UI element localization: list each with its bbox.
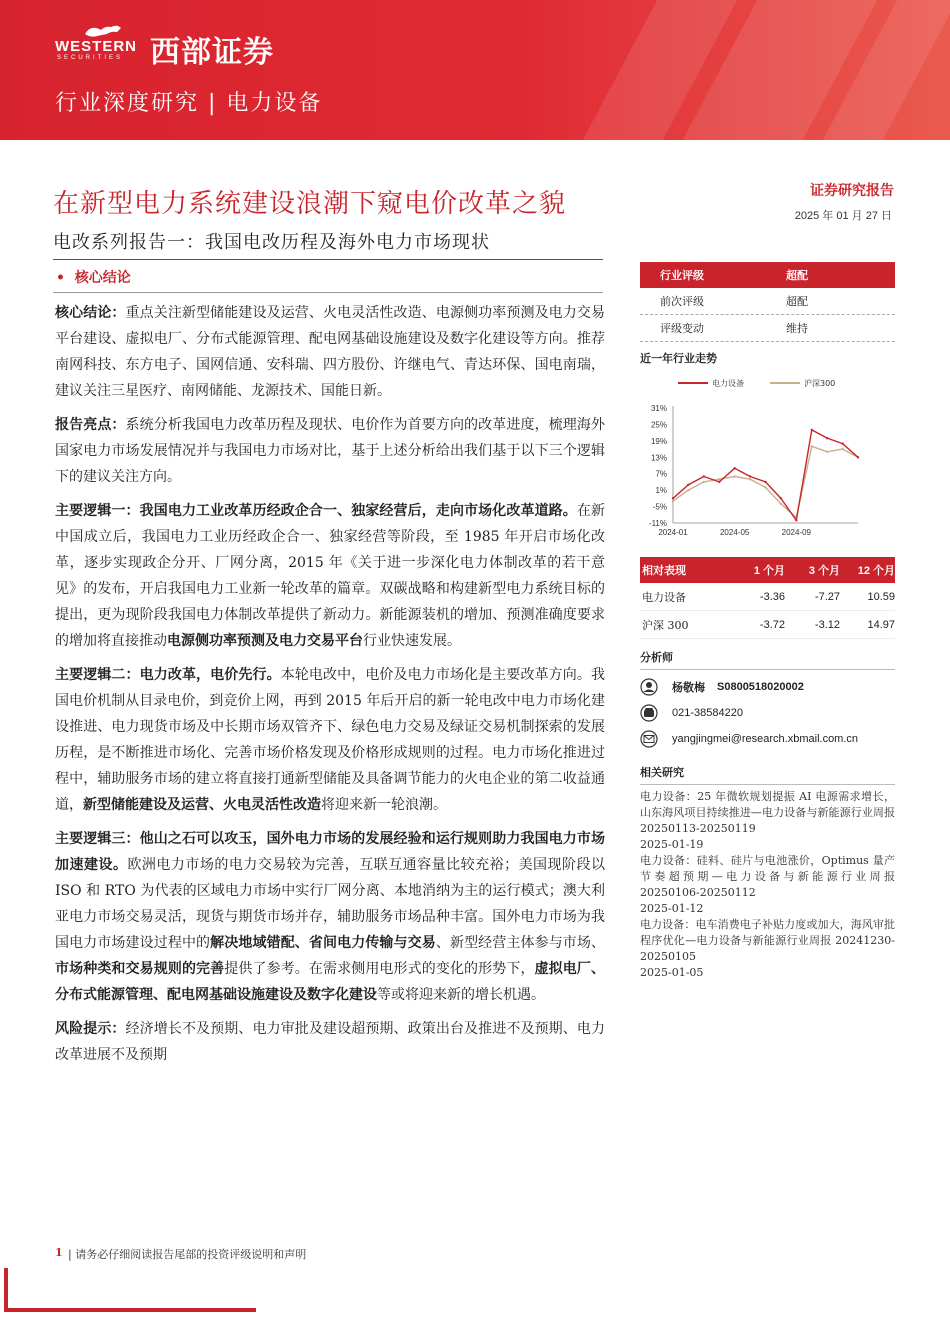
industry-trend-chart <box>640 370 895 545</box>
text-run: 重点关注新型储能建设及运营、火电灵活性改造、电源侧功率预测及电力交易平台建设、虚拟电厂、分布式能源管理、配电网基础设施建设及数字化建设等方向。推荐南网科技、东方电子、国网信通、安科瑞、四方股份、许继电气、青达环保、国电南瑞，建议关注三星医疗、南网储能、龙源技术、国能日新。 <box>55 305 606 399</box>
legend-label: 电力设备 <box>712 379 744 388</box>
text-run: 经济增长不及预期、电力审批及建设超预期、政策出台及推进不及预期、电力改革进展不及预期 <box>55 1021 606 1063</box>
rating-row <box>640 288 895 315</box>
bold-text: 主要逻辑一：我国电力工业改革历经政企合一、独家经营后，走向市场化改革道路。 <box>55 503 577 519</box>
related-item-text: 电力设备：电车消费电子补贴力度或加大，海风审批程序优化—电力设备与新能源行业周报 20241230-20250105 <box>640 918 895 963</box>
text-run: 在新中国成立后，我国电力工业历经政企合一、独家经营等阶段，至 1985 年开启市场化改革，逐步实现政企分开、厂网分离，2015 年《关于进一步深化电力体制改革的若干意见》的发布，开启我国电力工业新一轮改革的篇章。双碳战略和构建新型电力系统目标的提出，更为现阶段我国电力体制改革提供了新动力。新能源装机的增加、预测准确度要求的增加将直接推动 <box>55 503 606 649</box>
rating-header-value: 超配 <box>786 269 808 282</box>
logo-english: WESTERN <box>55 38 137 55</box>
x-tick-label: 2024-01 <box>658 528 688 537</box>
y-tick-label: -5% <box>652 502 667 512</box>
perf-3m: -7.27 <box>814 590 840 603</box>
y-tick-label: 25% <box>650 420 667 430</box>
bold-text: 市场种类和交易规则的完善 <box>55 961 225 977</box>
bullet-icon: • <box>56 270 65 286</box>
data-point <box>672 500 674 502</box>
bold-text: 报告亮点： <box>55 417 126 433</box>
y-tick-label: 19% <box>650 436 667 446</box>
x-tick-label: 2024-05 <box>719 528 750 537</box>
person-icon <box>640 678 662 696</box>
perf-header-12m: 12 个月 <box>857 565 895 577</box>
bold-text: 主要逻辑二：电力改革，电价先行。 <box>55 667 281 683</box>
data-point <box>687 489 689 491</box>
perf-1m: -3.36 <box>759 590 785 603</box>
bold-text: 虚拟电厂、分布式能源管理、配电网基础设施建设及数字化建设 <box>55 961 606 1003</box>
report-title: 在新型电力系统建设浪潮下窥电价改革之貌 <box>53 189 567 219</box>
y-tick-label: -11% <box>648 519 667 528</box>
data-point <box>672 497 674 499</box>
data-point <box>733 475 735 477</box>
performance-header <box>640 557 895 583</box>
section-heading <box>56 267 131 287</box>
bold-text: 新型储能建设及运营、火电灵活性改造 <box>83 797 321 813</box>
page-number: 1 <box>55 1246 63 1259</box>
footer-disclaimer: | 请务必仔细阅读报告尾部的投资评级说明和声明 <box>68 1248 307 1261</box>
analyst-cert: S0800518020002 <box>717 681 804 693</box>
section-heading-text: 核心结论 <box>74 270 131 286</box>
header-banner <box>0 0 950 140</box>
data-point <box>749 478 751 480</box>
data-point <box>780 503 782 505</box>
analyst-title: 分析师 <box>640 649 895 670</box>
title-divider <box>53 259 603 260</box>
body-paragraph <box>55 826 605 1008</box>
body-paragraph <box>55 1016 605 1068</box>
related-title: 相关研究 <box>640 764 895 785</box>
data-point <box>703 481 705 483</box>
bold-text: 风险提示： <box>55 1021 126 1037</box>
data-point <box>687 483 689 485</box>
x-tick-label: 2024-09 <box>781 528 812 537</box>
report-label: 证券研究报告 <box>810 183 894 199</box>
related-item-text: 电力设备：硅料、硅片与电池涨价，Optimus 量产节奏超预期—电力设备与新能源行业周报 20250106-20250112 <box>640 854 895 899</box>
related-item-date: 2025-01-12 <box>640 902 704 915</box>
rating-header-label: 行业评级 <box>660 269 704 282</box>
bold-text: 电源侧功率预测及电力交易平台 <box>167 633 363 649</box>
text-run: 本轮电改中，电价及电力市场化是主要改革方向。我国电价机制从目录电价，到竞价上网，再到 2015 年后开启的新一轮电改中电力市场化建设推进、电力现货市场及中长期市场双管齐下、绿色电力交易及绿证交易机制探索的发展历程，是不断推进市场化、完善市场价格发现及价格形成规则的过程。电力市场化推进过程中，辅助服务市场的建立将直接打通新型储能及具备调节能力的火电企业的第二收益通道， <box>55 667 606 813</box>
data-point <box>780 497 782 499</box>
rating-row <box>640 315 895 342</box>
related-item[interactable] <box>640 917 895 981</box>
text-run: 欧洲电力市场的电力交易较为完善，互联互通容量比较充裕；美国现阶段以 ISO 和 RTO 为代表的区域电力市场中实行厂网分离、本地消纳为主的运行模式；澳大利亚电力市场交易灵活，现货与期货市场并存，辅助服务市场品种丰富。国外电力市场为我国电力市场建设过程中的 <box>55 857 606 951</box>
data-point <box>703 475 705 477</box>
logo-chinese: 西部证券 <box>150 35 274 70</box>
body-paragraph <box>55 498 605 654</box>
analyst-name: 杨敬梅 <box>672 681 705 694</box>
rating-row-value: 维持 <box>786 322 808 335</box>
analyst-email-row <box>640 726 895 752</box>
perf-header-1m: 1 个月 <box>753 565 785 577</box>
y-tick-label: 31% <box>650 404 667 413</box>
related-item[interactable] <box>640 789 895 853</box>
body-text <box>55 300 605 1076</box>
perf-12m: 10.59 <box>867 590 895 603</box>
email-icon <box>640 730 662 748</box>
body-paragraph <box>55 662 605 818</box>
performance-row <box>640 583 895 611</box>
text-run: 等或将迎来新的增长机遇。 <box>377 987 545 1003</box>
perf-3m: -3.12 <box>814 618 840 631</box>
data-point <box>764 481 766 483</box>
text-run: 提供了参考。在需求侧用电形式的变化的形势下， <box>224 961 535 977</box>
perf-name: 沪深 300 <box>642 618 689 632</box>
phone-icon <box>640 704 662 722</box>
data-point <box>826 451 828 453</box>
rating-row-label: 评级变动 <box>660 322 704 335</box>
data-point <box>764 486 766 488</box>
data-point <box>811 429 813 431</box>
analyst-name-row <box>640 674 895 700</box>
related-item-text: 电力设备：25 年微软规划提振 AI 电源需求增长，山东海风项目持续推进—电力设备与新能源行业周报 20250113-20250119 <box>640 790 895 835</box>
footer-accent-line <box>4 1308 256 1312</box>
related-item-date: 2025-01-19 <box>640 838 704 851</box>
perf-header-3m: 3 个月 <box>808 565 840 577</box>
trend-title: 近一年行业走势 <box>640 352 717 365</box>
data-point <box>841 442 843 444</box>
report-subtitle: 电改系列报告一：我国电改历程及海外电力市场现状 <box>53 232 490 253</box>
data-point <box>811 445 813 447</box>
related-item-date: 2025-01-05 <box>640 966 704 979</box>
analyst-email: yangjingmei@research.xbmail.com.cn <box>672 733 859 745</box>
performance-row <box>640 611 895 639</box>
text-run: 、新型经营主体参与市场、 <box>435 935 606 951</box>
legend-label: 沪深300 <box>804 379 836 388</box>
data-point <box>718 481 720 483</box>
perf-name: 电力设备 <box>642 590 686 604</box>
analyst-phone-row <box>640 700 895 726</box>
perf-header-label: 相对表现 <box>642 564 686 577</box>
text-run: 将迎来新一轮浪潮。 <box>321 797 447 813</box>
rating-row-label: 前次评级 <box>660 295 704 308</box>
bold-text: 核心结论： <box>55 305 126 321</box>
body-paragraph <box>55 300 605 404</box>
section-divider <box>53 292 603 293</box>
text-run: 行业快速发展。 <box>363 633 461 649</box>
bold-text: 主要逻辑三：他山之石可以攻玉，国外电力市场的发展经验和运行规则助力我国电力市场加速建设。 <box>55 831 605 873</box>
body-paragraph <box>55 412 605 490</box>
report-category: 行业深度研究 | 电力设备 <box>55 91 323 116</box>
report-date: 2025 年 01 月 27 日 <box>794 210 892 222</box>
y-tick-label: 13% <box>650 453 667 463</box>
data-point <box>733 467 735 469</box>
rating-row-value: 超配 <box>786 295 808 308</box>
y-tick-label: 1% <box>655 486 667 496</box>
series-line <box>673 430 858 520</box>
bold-text: 解决地域错配、省间电力传输与交易 <box>210 935 436 951</box>
data-point <box>857 456 859 458</box>
data-point <box>826 437 828 439</box>
perf-12m: 14.97 <box>867 618 895 631</box>
side-panel <box>640 262 895 981</box>
perf-1m: -3.72 <box>759 618 785 631</box>
data-point <box>749 475 751 477</box>
rating-header <box>640 262 895 288</box>
text-run: 系统分析我国电力改革历程及现状、电价作为首要方向的改革进度，梳理海外国家电力市场发展情况并与我国电力市场对比，基于上述分析给出我们基于以下三个逻辑下的建议关注方向。 <box>55 417 606 485</box>
y-tick-label: 7% <box>655 469 667 479</box>
logo-english-sub: SECURITIES <box>57 55 124 61</box>
footer-accent-bar <box>4 1268 8 1312</box>
analyst-phone: 021-38584220 <box>672 707 743 719</box>
related-item[interactable] <box>640 853 895 917</box>
data-point <box>841 448 843 450</box>
data-point <box>795 519 797 521</box>
data-point <box>718 478 720 480</box>
